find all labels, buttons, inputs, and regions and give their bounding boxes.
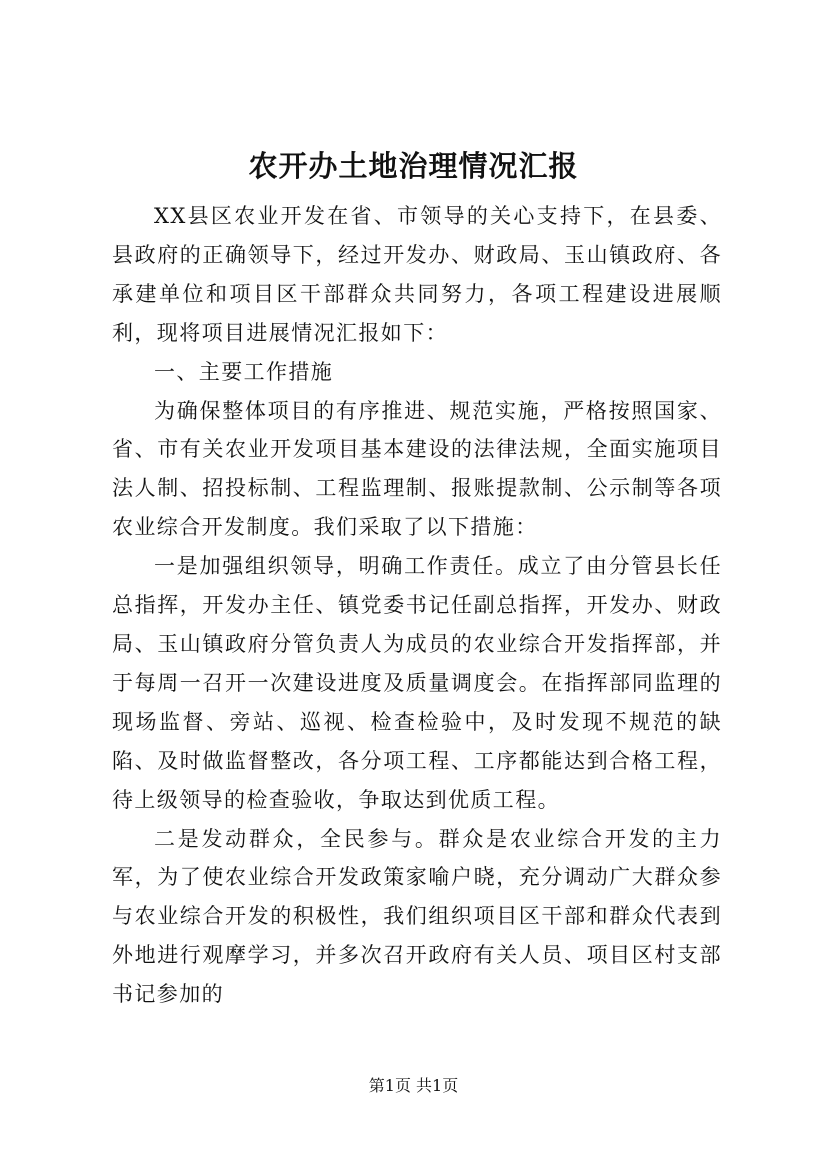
document-title: 农开办土地治理情况汇报 (248, 149, 579, 183)
paragraph-mobilization: 二是发动群众，全民参与。群众是农业综合开发的主力军，为了使农业综合开发政策家喻户晓，充分调动广大群众参与农业综合开发的积极性，我们组织项目区干部和群众代表到外地进行观摩学习，并多次召开政府有关人员、项目区村支部书记参加的 (112, 826, 722, 1007)
document-body (112, 197, 722, 1014)
paragraph-organization: 一是加强组织领导，明确工作责任。成立了由分管县长任总指挥，开发办主任、镇党委书记任副总指挥，开发办、财政局、玉山镇政府分管负责人为成员的农业综合开发指挥部，并于每周一召开一次建设进度及质量调度会。在指挥部同监理的现场监督、旁站、巡视、检查检验中，及时发现不规范的缺陷、及时做监督整改，各分项工程、工序都能达到合格工程，待上级领导的检查验收，争取达到优质工程。 (112, 554, 722, 812)
section-heading: 一、主要工作措施 (154, 359, 334, 384)
page-footer: 第1页 共1页 (368, 1076, 459, 1095)
paragraph-measures: 为确保整体项目的有序推进、规范实施，严格按照国家、省、市有关农业开发项目基本建设的法律法规，全面实施项目法人制、招投标制、工程监理制、报账提款制、公示制等各项农业综合开发制度。我们采取了以下措施： (112, 398, 722, 540)
paragraph-intro: XX县区农业开发在省、市领导的关心支持下，在县委、县政府的正确领导下，经过开发办、财政局、玉山镇政府、各承建单位和项目区干部群众共同努力，各项工程建设进展顺利，现将项目进展情况汇报如下： (112, 204, 722, 345)
